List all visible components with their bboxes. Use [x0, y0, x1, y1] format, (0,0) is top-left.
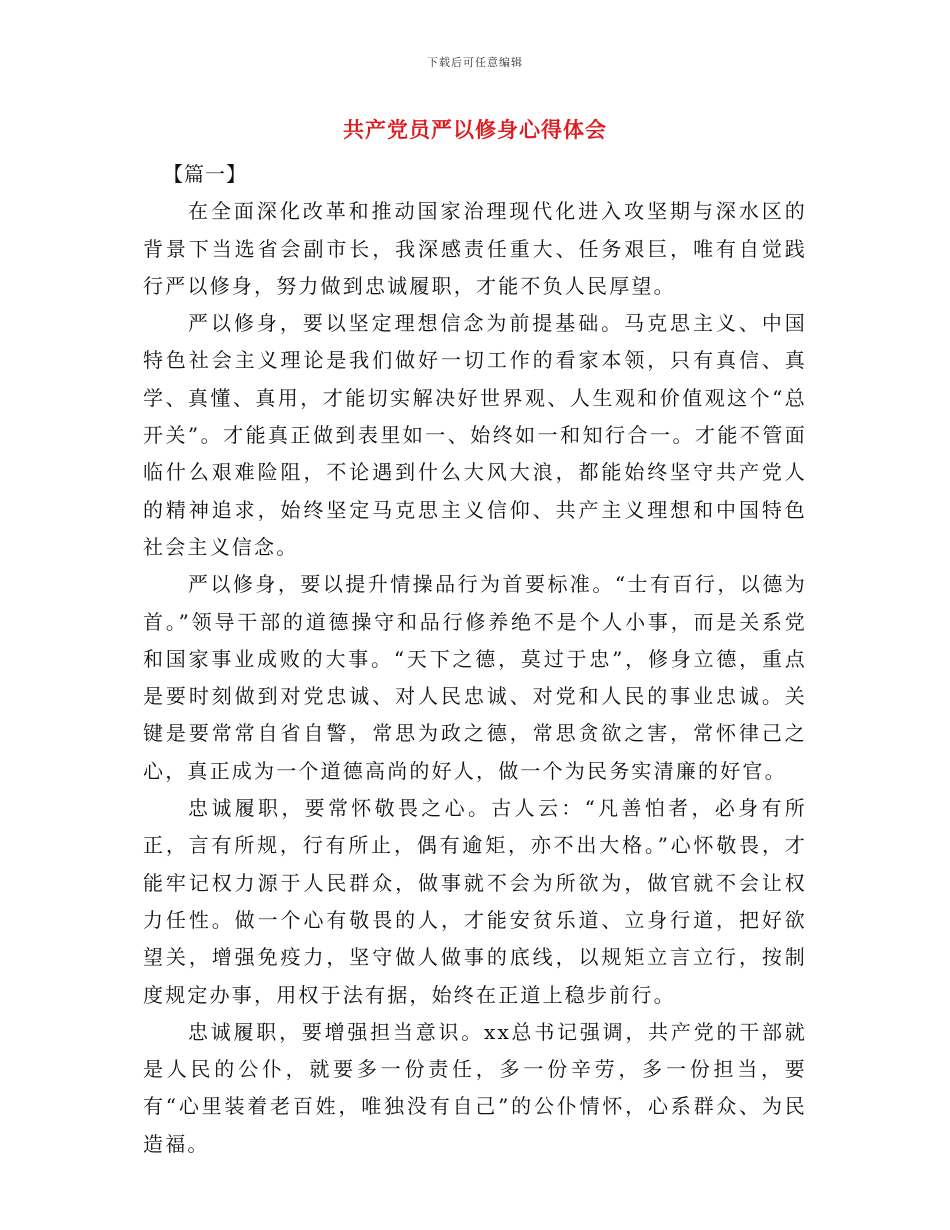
document-title: 共产党员严以修身心得体会: [343, 117, 607, 142]
document-body: [143, 156, 807, 1163]
paragraph-1: 在全面深化改革和推动国家治理现代化进入攻坚期与深水区的背景下当选省会副市长，我深感责任重大、任务艰巨，唯有自觉践行严以修身，努力做到忠诚履职，才能不负人民厚望。: [143, 199, 807, 298]
paragraph-5: 忠诚履职，要增强担当意识。xx总书记强调，共产党的干部就是人民的公仆，就要多一份责任，多一份辛劳，多一份担当，要有“心里装着老百姓，唯独没有自己”的公仆情怀，心系群众、为民造福。: [143, 1019, 807, 1156]
paragraph-3: 严以修身，要以提升情操品行为首要标准。“士有百行，以德为首。”领导干部的道德操守和品行修养绝不是个人小事，而是关系党和国家事业成败的大事。“天下之德，莫过于忠”，修身立德，重点是要时刻做到对党忠诚、对人民忠诚、对党和人民的事业忠诚。关键是要常常自省自警，常思为政之德，常思贪欲之害，常怀律己之心，真正成为一个道德高尚的好人，做一个为民务实清廉的好官。: [143, 572, 807, 783]
header-note: 下载后可任意编辑: [427, 56, 523, 69]
paragraph-4: 忠诚履职，要常怀敬畏之心。古人云：“凡善怕者，必身有所正，言有所规，行有所止，偶有逾矩，亦不出大格。”心怀敬畏，才能牢记权力源于人民群众，做事就不会为所欲为，做官就不会让权力任性。做一个心有敬畏的人，才能安贫乐道、立身行道，把好欲望关，增强免疫力，坚守做人做事的底线，以规矩立言立行，按制度规定办事，用权于法有据，始终在正道上稳步前行。: [143, 796, 807, 1007]
paragraph-2: 严以修身，要以坚定理想信念为前提基础。马克思主义、中国特色社会主义理论是我们做好一切工作的看家本领，只有真信、真学、真懂、真用，才能切实解决好世界观、人生观和价值观这个“总开关”。才能真正做到表里如一、始终如一和知行合一。才能不管面临什么艰难险阻，不论遇到什么大风大浪，都能始终坚守共产党人的精神追求，始终坚定马克思主义信仰、共产主义理想和中国特色社会主义信念。: [143, 311, 807, 559]
section-label: 【篇一】: [163, 162, 247, 186]
